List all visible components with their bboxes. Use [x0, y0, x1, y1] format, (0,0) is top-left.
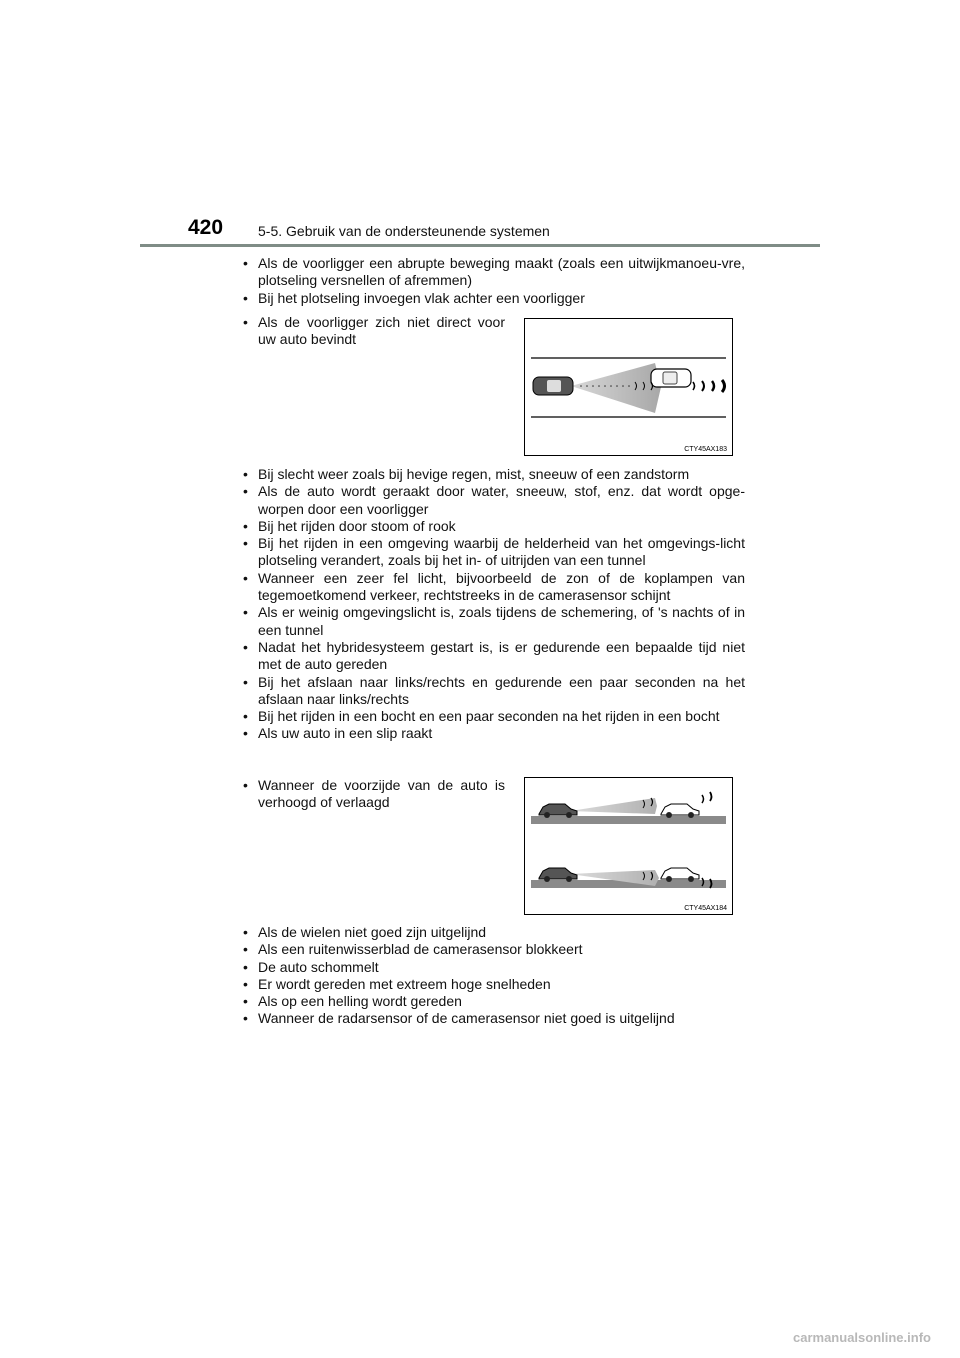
- list-item: • Als de auto wordt geraakt door water, sneeuw, stof, enz. dat wordt opge-worpen door een voorligger: [240, 483, 745, 518]
- car-lower-right-icon: [661, 868, 699, 882]
- list-item: • Bij het plotseling invoegen vlak achter een voorligger: [240, 290, 745, 307]
- list-item: • Bij het rijden in een bocht en een paar seconden na het rijden in een bocht: [240, 708, 745, 725]
- list-item: • Als op een helling wordt gereden: [240, 993, 745, 1010]
- list-item: • Bij het rijden in een omgeving waarbij de helderheid van het omgevings-licht plotseling verandert, zoals bij het in- of uitrijden van een tunnel: [240, 535, 745, 570]
- list-item: • Wanneer een zeer fel licht, bijvoorbeeld de zon of de koplampen van tegemoetkomend verkeer, rechtstreeks in de camerasensor schijnt: [240, 570, 745, 605]
- figure-code: CTY45AX184: [684, 905, 727, 912]
- page-number: 420: [188, 216, 224, 239]
- condition-list-offset: [240, 314, 505, 349]
- list-item: • Als de wielen niet goed zijn uitgelijnd: [240, 924, 745, 941]
- list-item: • Als de voorligger een abrupte beweging maakt (zoals een uitwijkmanoeu-vre, plotseling versnellen of afremmen): [240, 255, 745, 290]
- page-header: [140, 212, 820, 246]
- car-upper-right-icon: [661, 804, 699, 818]
- list-item: • Bij het rijden door stoom of rook: [240, 518, 745, 535]
- list-item: • Bij het afslaan naar links/rechts en gedurende een paar seconden na het afslaan naar links/rechts: [240, 674, 745, 709]
- section-title: 5-5. Gebruik van de ondersteunende systemen: [258, 223, 550, 239]
- list-item: • Bij slecht weer zoals bij hevige regen, mist, sneeuw of een zandstorm: [240, 466, 745, 483]
- list-item: • Als uw auto in een slip raakt: [240, 725, 745, 742]
- own-car-icon: [533, 377, 573, 395]
- list-item: • Als de voorligger zich niet direct voor uw auto bevindt: [240, 314, 505, 349]
- figure-offset-vehicle: [524, 318, 733, 456]
- offset-vehicle-illustration: [525, 319, 732, 455]
- condition-list-2: [240, 466, 745, 743]
- preceding-car-icon: [651, 369, 691, 387]
- radar-beam: [571, 363, 661, 413]
- vehicle-height-illustration: [525, 778, 732, 914]
- list-item: • Wanneer de radarsensor of de camerasensor niet goed is uitgelijnd: [240, 1010, 745, 1027]
- list-item: • De auto schommelt: [240, 959, 745, 976]
- figure-code: CTY45AX183: [684, 446, 727, 453]
- road-upper: [531, 816, 726, 824]
- car-lower-left-icon: [539, 868, 577, 882]
- list-item: • Als een ruitenwisserblad de camerasensor blokkeert: [240, 941, 745, 958]
- list-item: • Er wordt gereden met extreem hoge snelheden: [240, 976, 745, 993]
- header-divider: [140, 244, 820, 247]
- figure-vehicle-height: [524, 777, 733, 915]
- list-item: • Als er weinig omgevingslicht is, zoals tijdens de schemering, of 's nachts of in een tunnel: [240, 604, 745, 639]
- condition-list-3: [240, 924, 745, 1028]
- list-item: • Wanneer de voorzijde van de auto is verhoogd of verlaagd: [240, 777, 505, 812]
- list-item: • Nadat het hybridesysteem gestart is, is er gedurende een bepaalde tijd niet met de auto gereden: [240, 639, 745, 674]
- car-upper-left-icon: [539, 804, 577, 818]
- watermark: carmanualsonline.info: [793, 1330, 931, 1345]
- condition-list-height: [240, 777, 505, 812]
- condition-list-1: [240, 255, 745, 307]
